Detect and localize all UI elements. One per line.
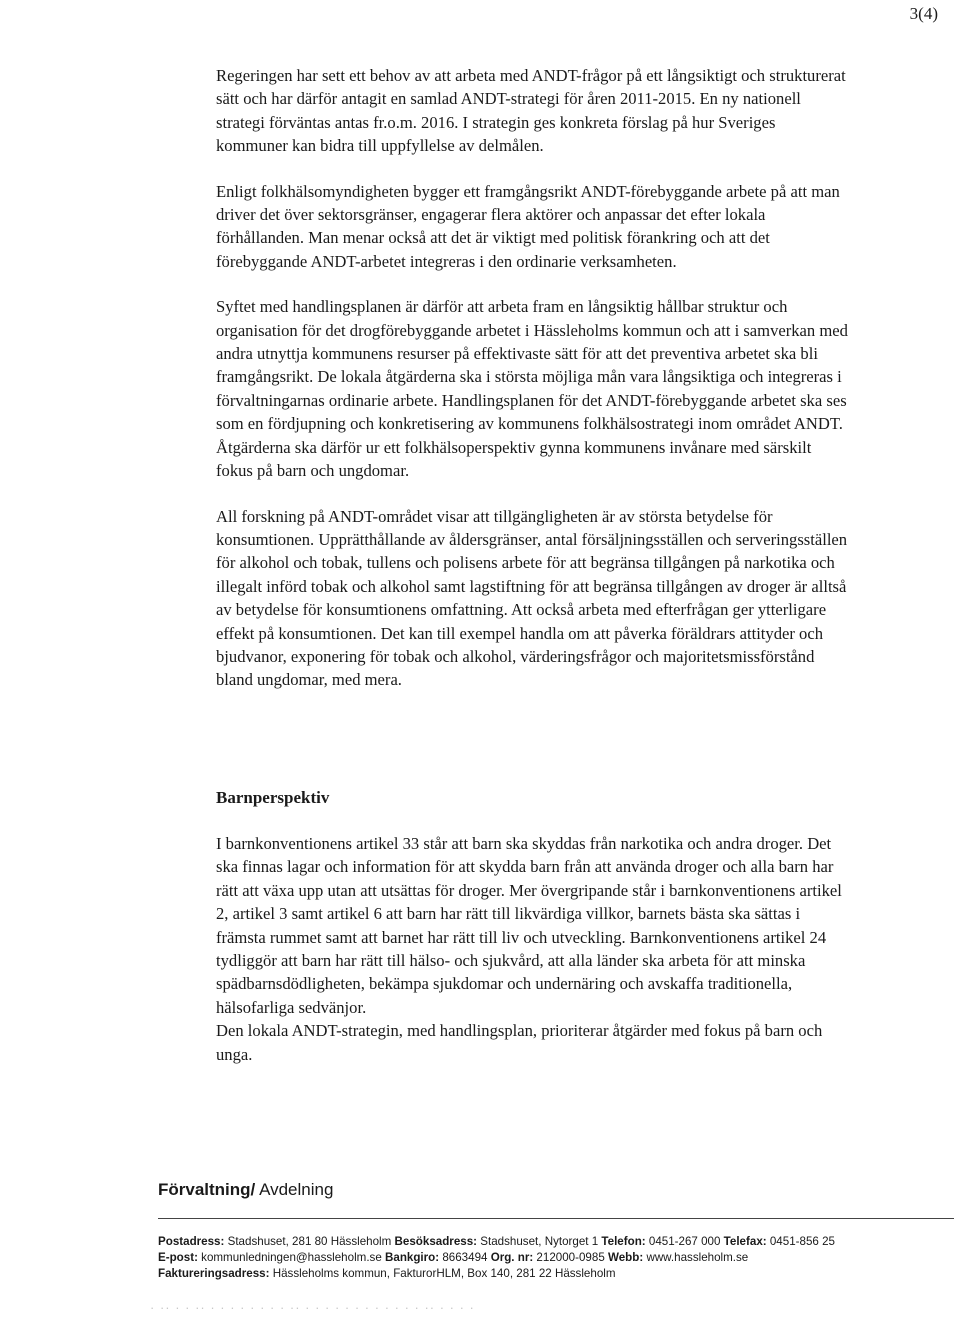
faint-stamp-watermark: · ·· · · ·· · · · · · · · · ·· · · · · · · · · · · · · ·· · · · · (150, 1300, 475, 1315)
paragraph-lokala-strategin: Den lokala ANDT-strategin, med handlingsplan, prioriterar åtgärder med fokus på barn och unga. (216, 1021, 823, 1064)
page-number: 3(4) (909, 4, 938, 23)
footer-line-billing: Faktureringsadress: Hässleholms kommun, FakturorHLM, Box 140, 281 22 Hässleholm (158, 1267, 616, 1280)
footer-line-address: Postadress: Stadshuset, 281 80 Hässleholm Besöksadress: Stadshuset, Nytorget 1 Telefon: 0451-267 000 Telefax: 0451-856 25 (158, 1235, 835, 1248)
paragraph-syfte: Syftet med handlingsplanen är därför att arbeta fram en långsiktig hållbar struktur och organisation för det drogförebyggande arbetet i Hässleholms kommun och att i samverkan med andra utnyttja kommunens resurser på effektivaste sätt för att det preventiva arbetet ska bli framgångsrikt. De lokala åtgärderna ska i största möjliga mån vara långsiktiga och integreras i förvaltningarnas ordinarie arbete. Handlingsplanen för det ANDT-förebyggande arbetet ska ses som en fördjupning och konkretisering av kommunens folkhälsostrategi inom området ANDT. Åtgärderna ska därför ur ett folkhälsoperspektiv gynna kommunens invånare med särskilt fokus på barn och ungdomar. (216, 297, 848, 481)
footer-contact (158, 1234, 948, 1282)
paragraph-barnkonventionen: I barnkonventionens artikel 33 står att barn ska skyddas från narkotika och andra droger. Det ska finnas lagar och information för att skydda barn från att använda droger och alla barn har rätt att växa upp utan att utsättas för droger. Mer övergripande står i barnkonventionens artikel 2, artikel 3 samt artikel 6 att barn har rätt till likvärdiga villkor, barnets bästa ska sättas i främsta rummet samt att barnet har rätt till liv och utveckling. Barnkonventionens artikel 24 tydliggör att barn har rätt till hälso- och sjukvård, att alla länder ska arbeta för att minska spädbarnsdödligheten, bekämpa sjukdomar och undernäring och avskaffa traditionella, hälsofarliga sedvänjor. (216, 834, 842, 1017)
footer-title: Förvaltning/ Avdelning (158, 1180, 334, 1199)
footer-line-contact: E-post: kommunledningen@hassleholm.se Bankgiro: 8663494 Org. nr: 212000-0985 Webb: www.hassleholm.se (158, 1251, 749, 1264)
paragraph-strategy: Regeringen har sett ett behov av att arbeta med ANDT-frågor på ett långsiktigt och strukturerat sätt och har därför antagit en samlad ANDT-strategi för åren 2011-2015. En ny nationell strategi förväntas antas fr.o.m. 2016. I strategin ges konkreta förslag på hur Sveriges kommuner kan bidra till uppfyllelse av delmålen. (216, 66, 846, 156)
paragraph-folkhalsomyndigheten: Enligt folkhälsomyndigheten bygger ett framgångsrikt ANDT-förebyggande arbete på att man driver det över sektorsgränser, engagerar flera aktörer och anpassar det efter lokala förhållanden. Man menar också att det är viktigt med politisk förankring och att det förebyggande ANDT-arbetet integreras i den ordinarie verksamheten. (216, 181, 840, 271)
section-body (216, 832, 848, 1066)
paragraph-forskning: All forskning på ANDT-området visar att tillgängligheten är av största betydelse för konsumtionen. Upprätthållande av åldersgränser, antal försäljningsställen och serveringsställen för alkohol och tobak, tullens och polisens arbete för att begränsa tillgången på narkotika och illegalt införd tobak och alkohol samt lagstiftning för att begränsa tillgången av droger är alltså av betydelse för konsumtionens omfattning. Att också arbeta med efterfrågan ger ytterligare effekt på konsumtionen. Det kan till exempel handla om att påverka föräldrars attityder och bjudvanor, exponering för tobak och alkohol, värderingsfrågor och majoritetsmissförstånd bland ungdomar, med mera. (216, 506, 848, 690)
body-text (216, 64, 848, 692)
footer-divider (158, 1218, 954, 1219)
section-heading: Barnperspektiv (216, 788, 330, 807)
